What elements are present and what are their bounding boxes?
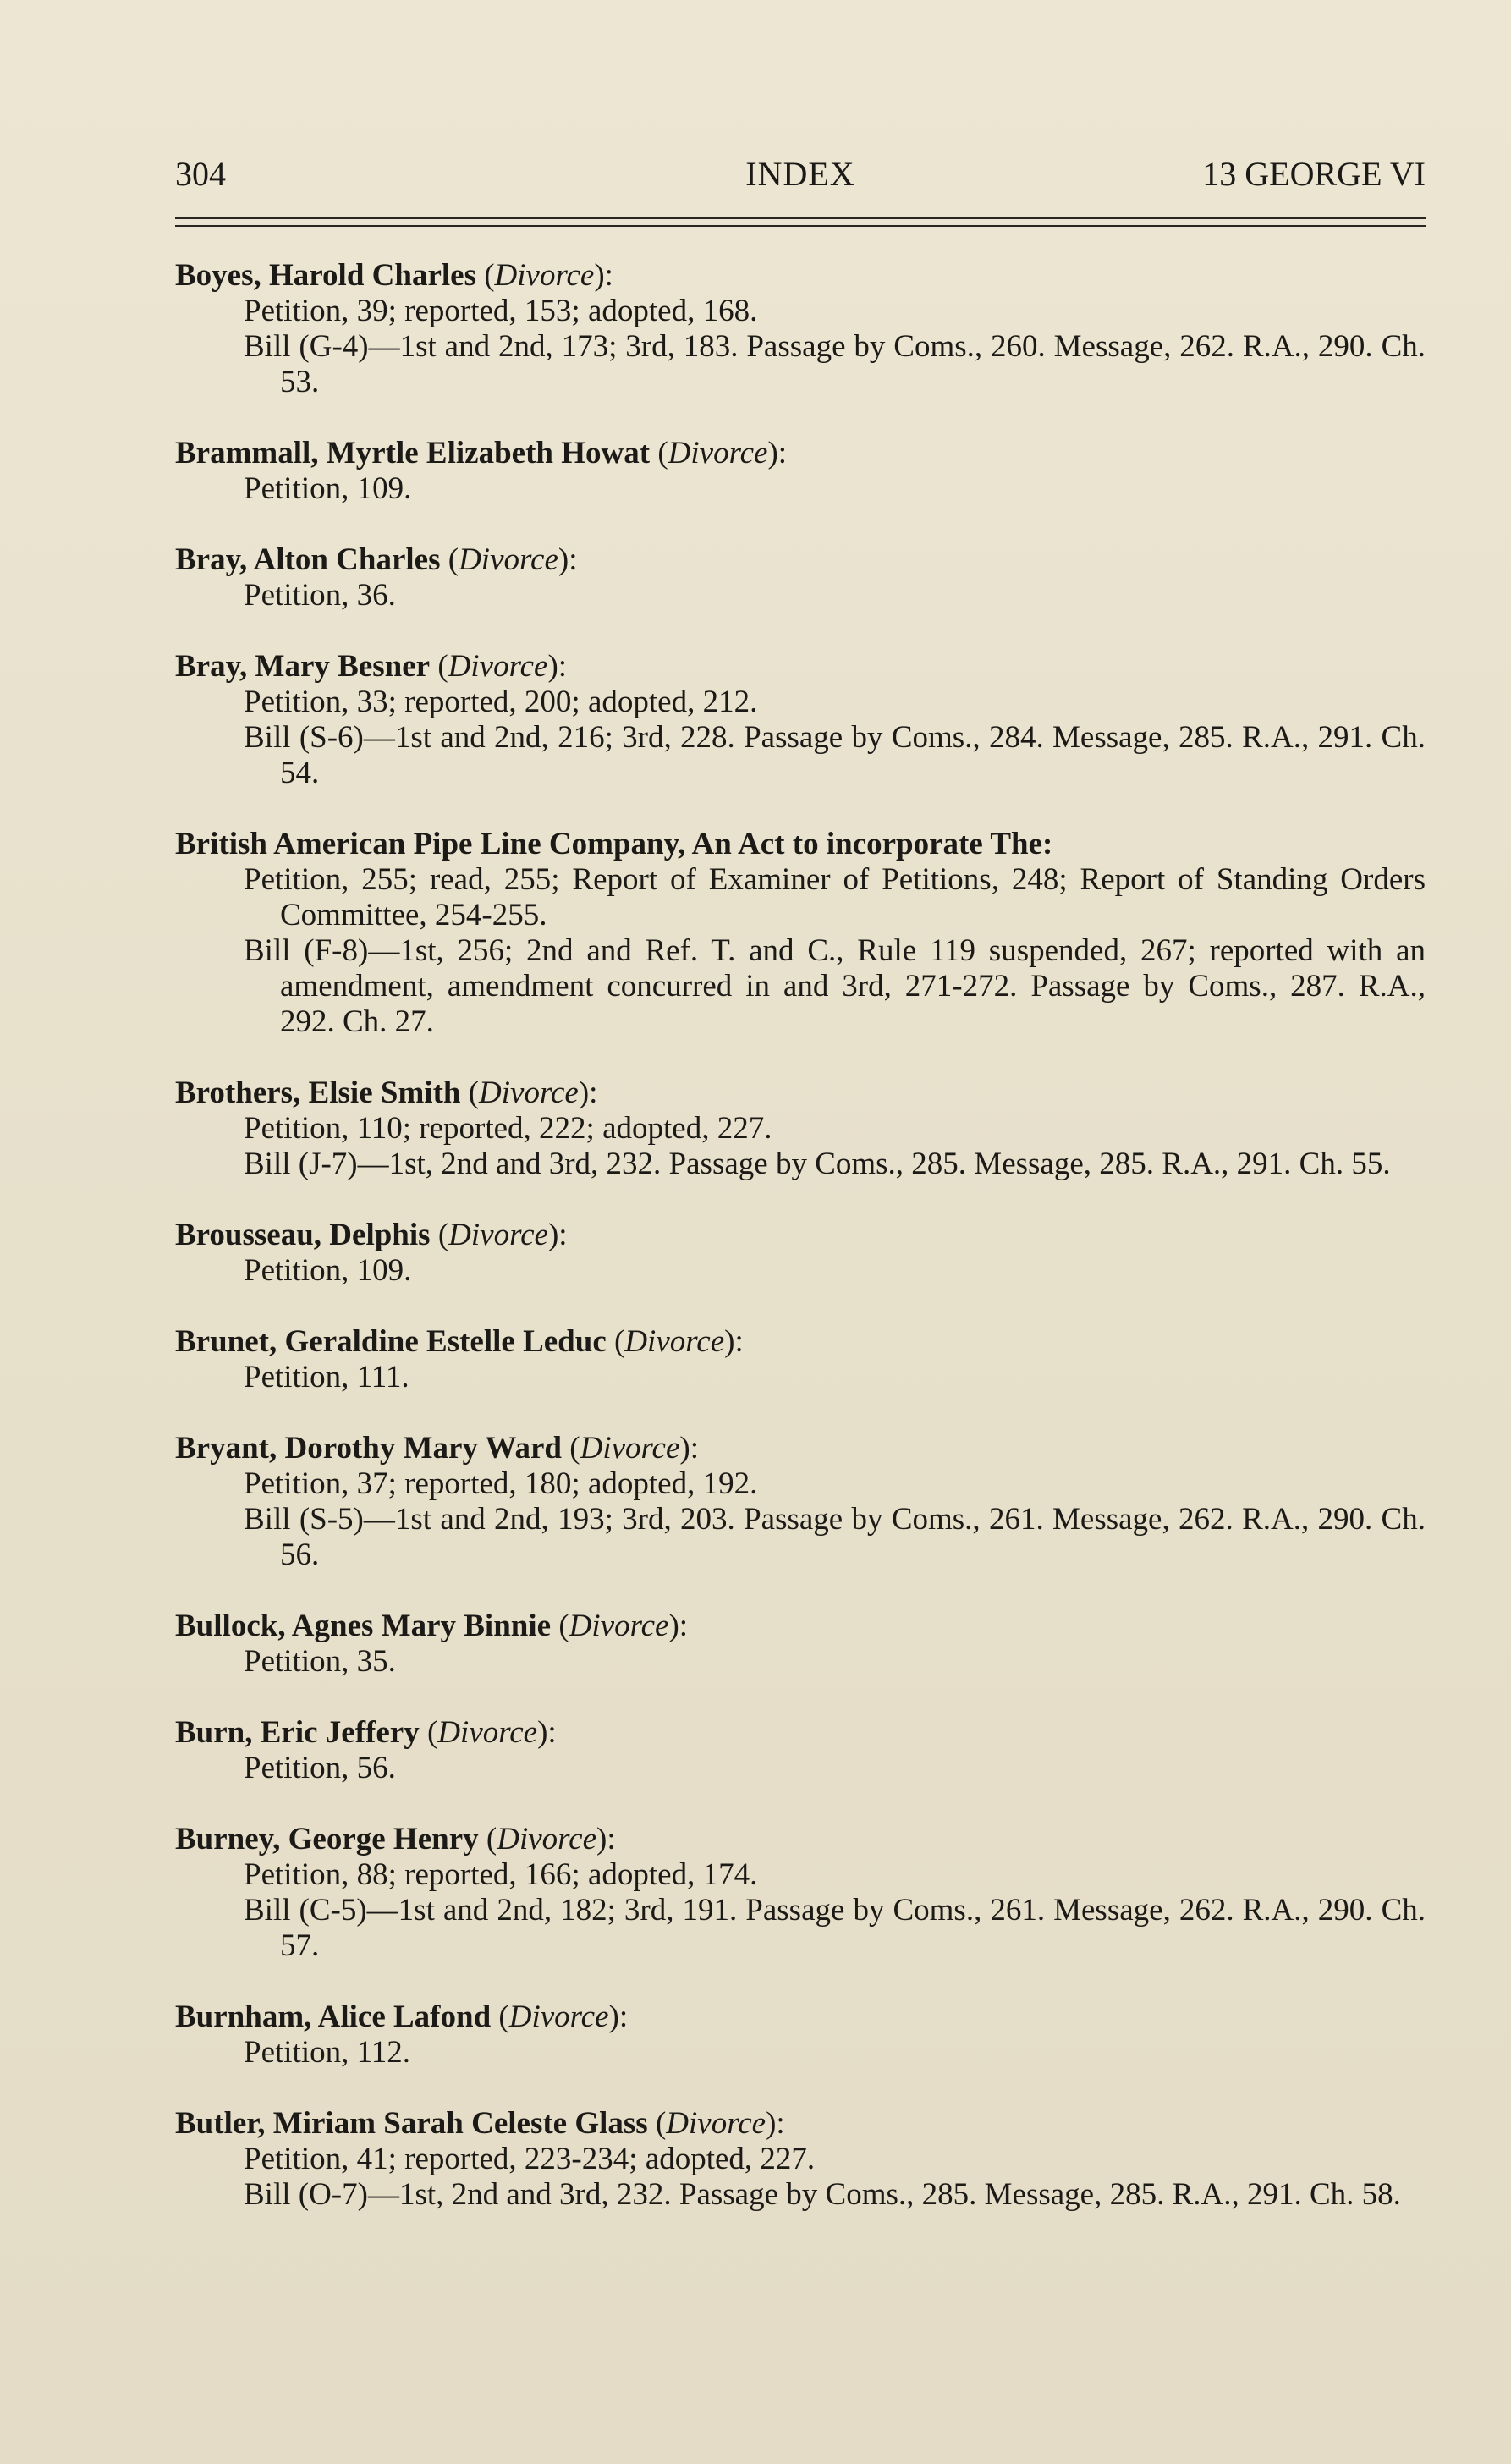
entry-heading <box>175 436 1426 471</box>
entry-kind: (Divorce): <box>606 1324 744 1359</box>
entry-name: Brousseau, Delphis <box>175 1218 431 1252</box>
entry-line: Bill (C-5)—1st and 2nd, 182; 3rd, 191. Passage by Coms., 261. Message, 262. R.A., 290. Ch. 57. <box>244 1893 1426 1963</box>
entry-name: Burney, George Henry <box>175 1822 479 1856</box>
entry-line: Petition, 39; reported, 153; adopted, 168. <box>244 294 758 328</box>
entry-heading <box>175 827 1426 862</box>
entry-heading <box>175 542 1426 578</box>
entry-kind: (Divorce): <box>491 1999 629 2034</box>
entry-line: Bill (F-8)—1st, 256; 2nd and Ref. T. and C., Rule 119 suspended, 267; reported with an amendment, amendment concurred in and 3rd, 271-272. Passage by Coms., 287. R.A., 292. Ch. 27. <box>244 933 1426 1039</box>
index-entry <box>175 1715 1426 1786</box>
entry-heading <box>175 1999 1426 2035</box>
entry-kind-label: Divorce <box>666 2106 766 2141</box>
entry-line: Petition, 35. <box>244 1644 396 1679</box>
entry-kind: (Divorce): <box>551 1609 689 1643</box>
entry-name: Burn, Eric Jeffery <box>175 1715 420 1750</box>
entry-kind-label: Divorce <box>497 1822 597 1856</box>
entry-name: Butler, Miriam Sarah Celeste Glass <box>175 2106 648 2141</box>
entry-kind: (Divorce): <box>478 1822 616 1856</box>
entry-line: Bill (O-7)—1st, 2nd and 3rd, 232. Passage by Coms., 285. Message, 285. R.A., 291. Ch. 58. <box>244 2177 1401 2212</box>
index-entry <box>175 649 1426 791</box>
index-entry <box>175 1431 1426 1573</box>
entry-name: Brothers, Elsie Smith <box>175 1075 461 1110</box>
index-entry <box>175 1218 1426 1289</box>
entry-name: British American Pipe Line Company, An Act to incorporate The: <box>175 827 1053 861</box>
header-rule-bottom <box>175 225 1426 227</box>
entry-kind: (Divorce): <box>647 2106 785 2141</box>
index-entry <box>175 542 1426 613</box>
entry-line: Bill (G-4)—1st and 2nd, 173; 3rd, 183. Passage by Coms., 260. Message, 262. R.A., 290. Ch. 53. <box>244 329 1426 399</box>
entry-name: Boyes, Harold Charles <box>175 258 476 293</box>
entry-heading <box>175 1218 1426 1253</box>
entry-line: Petition, 110; reported, 222; adopted, 227. <box>244 1111 772 1146</box>
entry-heading <box>175 2106 1426 2142</box>
entry-name: Bullock, Agnes Mary Binnie <box>175 1609 552 1643</box>
entry-line: Petition, 109. <box>244 471 412 506</box>
entry-kind-label: Divorce <box>448 649 548 684</box>
entry-line: Petition, 109. <box>244 1253 412 1288</box>
header-rule-top <box>175 217 1426 219</box>
entry-line: Petition, 111. <box>244 1360 409 1394</box>
running-head-reign: 13 GEORGE VI <box>1202 155 1426 193</box>
index-entry <box>175 1822 1426 1964</box>
entry-kind-label: Divorce <box>448 1218 548 1252</box>
entry-kind-label: Divorce <box>569 1609 669 1643</box>
index-entry <box>175 1999 1426 2071</box>
entry-heading <box>175 649 1426 685</box>
entry-line: Petition, 56. <box>244 1751 396 1785</box>
entry-line: Petition, 255; read, 255; Report of Examiner of Petitions, 248; Report of Standing Orders Committee, 254-255. <box>244 862 1426 932</box>
entry-heading <box>175 1822 1426 1857</box>
entry-name: Brammall, Myrtle Elizabeth Howat <box>175 436 651 470</box>
entry-heading <box>175 1075 1426 1111</box>
entry-heading <box>175 1609 1426 1644</box>
entry-name: Burnham, Alice Lafond <box>175 1999 492 2034</box>
entry-line: Bill (S-5)—1st and 2nd, 193; 3rd, 203. Passage by Coms., 261. Message, 262. R.A., 290. Ch. 56. <box>244 1502 1426 1572</box>
entry-line: Bill (J-7)—1st, 2nd and 3rd, 232. Passage by Coms., 285. Message, 285. R.A., 291. Ch. 55. <box>244 1147 1391 1181</box>
entry-kind: (Divorce): <box>419 1715 557 1750</box>
entry-name: Bray, Mary Besner <box>175 649 431 684</box>
entry-kind: (Divorce): <box>430 649 568 684</box>
entry-kind: (Divorce): <box>440 542 578 577</box>
entry-heading <box>175 1324 1426 1360</box>
entry-kind-label: Divorce <box>459 542 558 577</box>
index-entry <box>175 436 1426 507</box>
entry-kind: (Divorce): <box>475 258 613 293</box>
entry-line: Petition, 41; reported, 223-234; adopted, 227. <box>244 2142 816 2176</box>
entry-kind: (Divorce): <box>650 436 788 470</box>
entry-kind: (Divorce): <box>460 1075 598 1110</box>
page-header <box>175 151 1426 198</box>
entry-name: Brunet, Geraldine Estelle Leduc <box>175 1324 607 1359</box>
entry-line: Petition, 33; reported, 200; adopted, 212. <box>244 685 758 719</box>
entry-heading <box>175 1431 1426 1466</box>
entry-kind-label: Divorce <box>580 1431 680 1466</box>
entry-kind-label: Divorce <box>494 258 595 293</box>
entry-name: Bryant, Dorothy Mary Ward <box>175 1431 563 1466</box>
entry-heading <box>175 1715 1426 1751</box>
entry-line: Petition, 112. <box>244 2035 410 2070</box>
page-number: 304 <box>175 155 226 193</box>
index-entries <box>175 258 1426 2248</box>
entry-kind: (Divorce): <box>430 1218 568 1252</box>
page-title: INDEX <box>745 155 855 193</box>
entry-kind-label: Divorce <box>624 1324 725 1359</box>
index-entry <box>175 258 1426 400</box>
entry-line: Bill (S-6)—1st and 2nd, 216; 3rd, 228. Passage by Coms., 284. Message, 285. R.A., 291. Ch. 54. <box>244 720 1426 790</box>
entry-kind: (Divorce): <box>562 1431 699 1466</box>
entry-kind-label: Divorce <box>479 1075 579 1110</box>
entry-line: Petition, 88; reported, 166; adopted, 174. <box>244 1857 758 1892</box>
entry-kind-label: Divorce <box>508 1999 609 2034</box>
index-entry <box>175 1075 1426 1182</box>
entry-line: Petition, 37; reported, 180; adopted, 192. <box>244 1466 758 1501</box>
entry-heading <box>175 258 1426 294</box>
index-entry <box>175 1324 1426 1395</box>
entry-line: Petition, 36. <box>244 578 396 613</box>
entry-kind-label: Divorce <box>437 1715 538 1750</box>
index-entry <box>175 2106 1426 2213</box>
index-entry <box>175 1609 1426 1680</box>
entry-name: Bray, Alton Charles <box>175 542 441 577</box>
index-entry <box>175 827 1426 1040</box>
entry-kind-label: Divorce <box>668 436 768 470</box>
